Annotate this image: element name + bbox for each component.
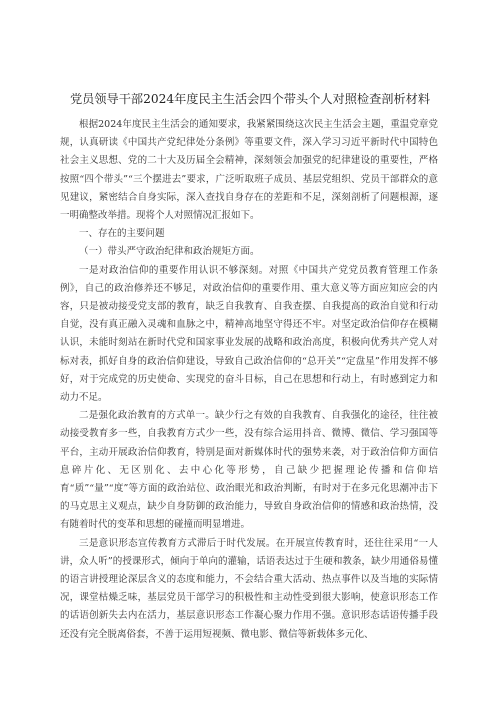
subsection-heading: （一）带头严守政治纪律和政治规矩方面。: [79, 246, 260, 258]
point-paragraph-3: 三是意识形态宣传教育方式滞后于时代发展。在开展宣传教育时，还往往采用“一人讲，众人听”的授课形式，倾向于单向的灌输，话语表达过于生硬和教条，缺少用通俗易懂的语言讲授理论深层含义的态度和能力，不会结合重大活动、热点事件以及当地的实际情况，课堂枯燥乏味，基层党员干部学习的积极性和主动性受到很大影响，使意识形态工作的话语创新失去内在活力，基层意识形态工作凝心聚力作用不强。意识形态话语传播手段还没有完全脱离俗套，不善于运用短视频、微电影、微信等新载体多元化、: [60, 537, 438, 640]
document-body: [60, 116, 438, 644]
intro-paragraph: 根据2024年度民主生活会的通知要求，我紧紧围绕这次民主生活会主题，重温党章党规，认真研读《中国共产党纪律处分条例》等重要文件，深入学习习近平新时代中国特色社会主义思想、党的二十大及历届全会精神，深刻领会加强党的纪律建设的重要性，严格按照“四个带头”“三个摆进去”要求，广泛听取班子成员、基层党组织、党员干部群众的意见建议，紧密结合自身实际，深入查找自身存在的差距和不足，深刻剖析了问题根源，逐一明确整改举措。现将个人对照情况汇报如下。: [60, 119, 438, 222]
point-paragraph-1: 一是对政治信仰的重要作用认识不够深刻。对照《中国共产党党员教育管理工作条例》，自己的政治修养还不够足，对政治信仰的重要作用、重大意义等方面应知应会的内容，只是被动接受党支部的教育，缺乏自我教育、自我查摆、自我提高的政治自觉和行动自觉，没有真正融入灵魂和血脉之中，精神高地坚守得还不牢。对坚定政治信仰存在模糊认识，未能时刻站在新时代党和国家事业发展的战略和政治高度，积极向优秀共产党人对标对表，抓好自身的政治信仰建设，导致自己政治信仰的“总开关”“定盘星”作用发挥不够好，对于完成党的历史使命、实现党的奋斗目标，自己在思想和行动上，有时感到定力和动力不足。: [60, 264, 438, 404]
point-paragraph-2: 二是强化政治教育的方式单一。缺少行之有效的自我教育、自我强化的途径，往往被动接受教育多一些，自我教育方式少一些，没有综合运用抖音、微博、微信、学习强国等平台，主动开展政治信仰教育，特别是面对新媒体时代的强势来袭，对于政治信仰方面信息碎片化、无区别化、去中心化等形势，自己缺少把握理论传播和信仰培育“质”“量”“度”等方面的政治站位、政治眼光和政治判断，有时对于在多元化思潮冲击下的马克思主义观点，缺少自身防御的政治能力，导致自身政治信仰的情感和政治热情，没有随着时代的变革和思想的碰撞而明显增进。: [60, 410, 438, 531]
section-heading: 一、存在的主要问题: [79, 228, 165, 240]
document-title: 党员领导干部2024年度民主生活会四个带头个人对照检查剖析材料: [69, 92, 431, 106]
